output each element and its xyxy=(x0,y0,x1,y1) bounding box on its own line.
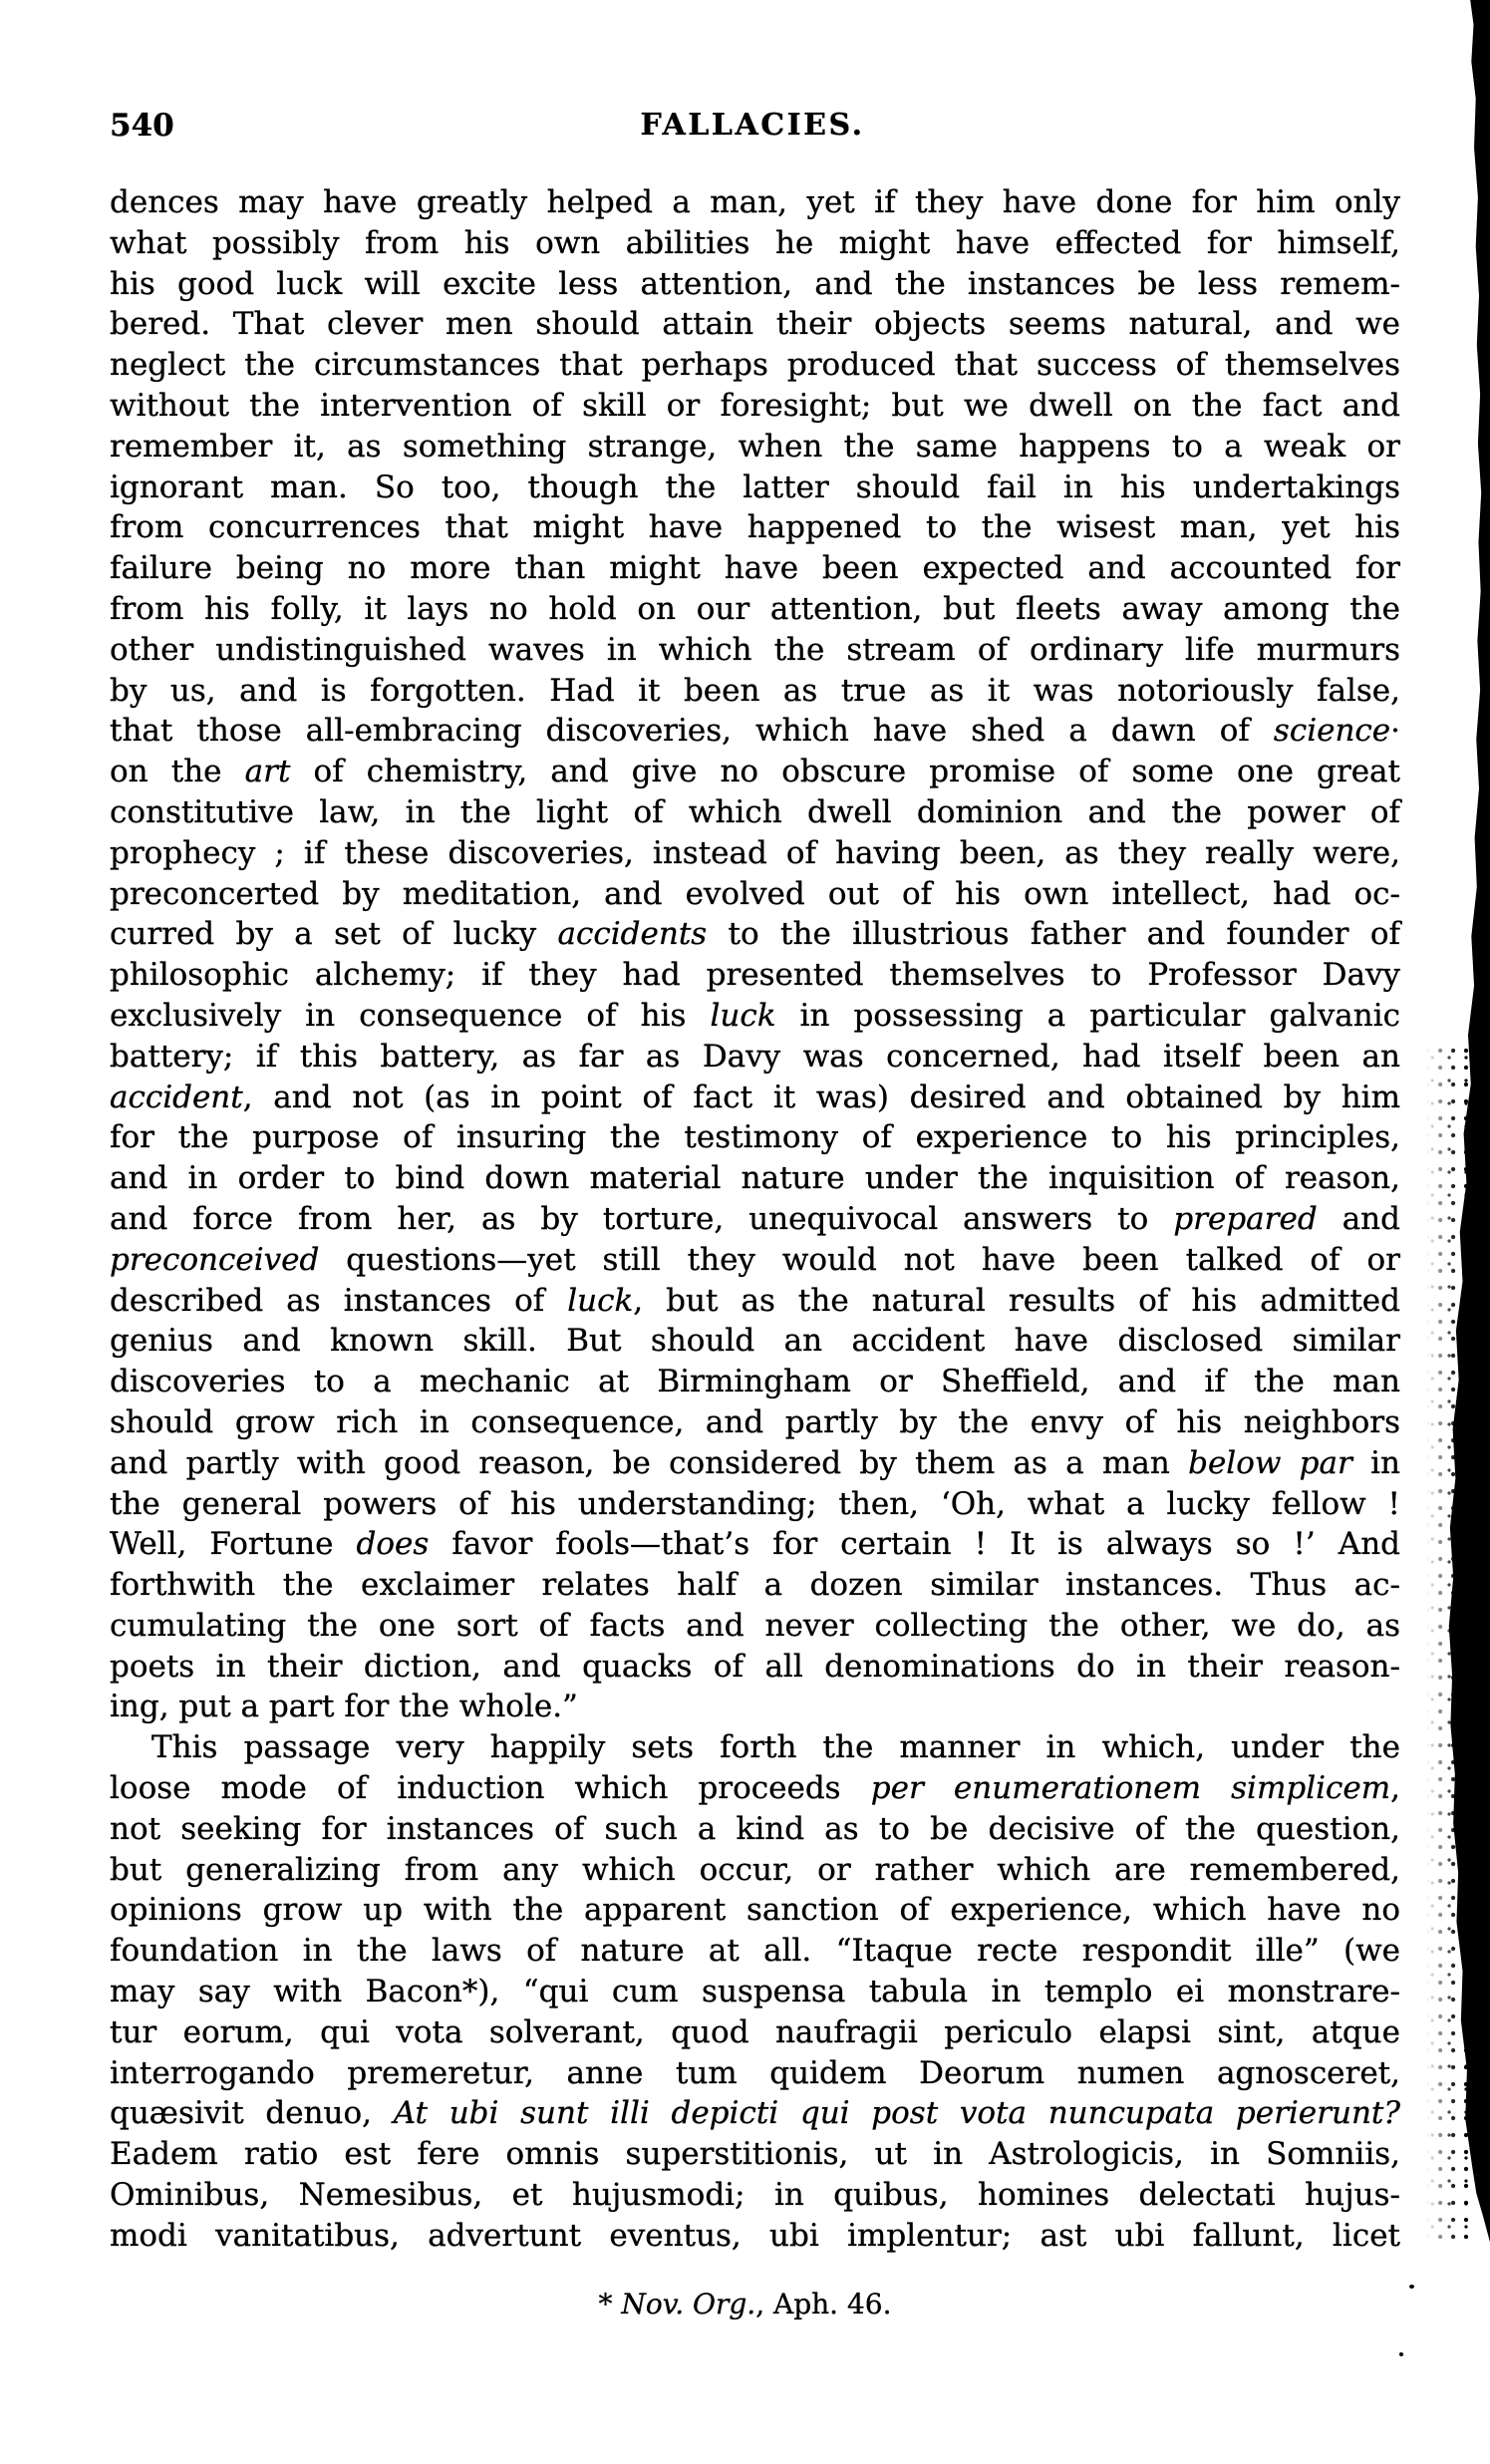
text-line xyxy=(110,1037,1400,1078)
text-run: * xyxy=(598,2288,622,2320)
text-run: in xyxy=(1351,1444,1400,1481)
italic-text: science xyxy=(1273,713,1391,750)
text-run: interrogando premeretur, anne tum quidem Deorum numen agnosceret, xyxy=(110,2054,1400,2091)
text-line xyxy=(110,182,1400,223)
page-header xyxy=(110,108,1395,154)
text-run: of chemistry, and give no obscure promise of some one great xyxy=(290,754,1400,790)
text-line xyxy=(110,427,1400,467)
text-line xyxy=(110,1647,1400,1688)
text-run: preconcerted by meditation, and evolved out of his own intellect, had oc- xyxy=(110,875,1400,912)
text-run: curred by a set of lucky xyxy=(110,916,558,953)
text-run: forthwith the exclaimer relates half a dozen similar instances. Thus ac- xyxy=(110,1567,1400,1604)
text-run: other undistinguished waves in which the stream of ordinary life murmurs xyxy=(110,631,1400,668)
text-run: remember it, as something strange, when the same happens to a weak or xyxy=(110,428,1400,464)
text-line xyxy=(110,833,1400,874)
text-line xyxy=(110,1850,1400,1891)
text-run: failure being no more than might have been expected and accounted for xyxy=(110,550,1400,587)
text-line xyxy=(110,1321,1400,1362)
text-run: in possessing a particular galvanic xyxy=(775,997,1400,1034)
text-run: · xyxy=(1390,713,1400,750)
scan-artifact-speckle xyxy=(1424,1047,1472,2243)
text-line xyxy=(110,914,1400,955)
scan-artifact-speck xyxy=(1399,2352,1403,2356)
text-run: battery; if this battery, as far as Davy was concerned, had itself been an xyxy=(110,1038,1400,1075)
text-run: that those all-embracing discoveries, which have shed a dawn of xyxy=(110,713,1274,750)
scan-artifact-speck xyxy=(1409,2285,1414,2289)
text-run: by us, and is forgotten. Had it been as true as it was notoriously false, xyxy=(110,672,1400,709)
running-title: FALLACIES. xyxy=(640,108,865,143)
text-line xyxy=(110,1931,1400,1972)
text-run: on the xyxy=(110,754,245,790)
italic-text: preconceived xyxy=(110,1241,320,1278)
text-line xyxy=(110,2053,1400,2094)
text-run: and xyxy=(1317,1200,1400,1237)
text-run: opinions grow up with the apparent sanction of experience, which have no xyxy=(110,1892,1400,1929)
text-run: quæsivit denuo, xyxy=(110,2095,394,2132)
text-line xyxy=(110,1565,1400,1606)
text-run: philosophic alchemy; if they had presented themselves to Professor Davy xyxy=(110,957,1400,994)
text-run: constitutive law, in the light of which dwell dominion and the power of xyxy=(110,793,1400,830)
italic-text: prepared xyxy=(1173,1200,1318,1237)
text-run: , xyxy=(1390,1770,1400,1807)
text-line xyxy=(110,1281,1400,1322)
text-run: Eadem ratio est fere omnis superstitionis, ut in Astrologicis, in Somniis, xyxy=(110,2136,1400,2173)
text-line xyxy=(110,1606,1400,1647)
text-line xyxy=(110,1484,1400,1525)
text-run: exclusively in consequence of his xyxy=(110,997,711,1034)
text-run: should grow rich in consequence, and partly by the envy of his neighbors xyxy=(110,1403,1400,1440)
italic-text: below par xyxy=(1188,1444,1352,1481)
italic-text: art xyxy=(244,754,291,790)
text-line xyxy=(110,467,1400,508)
text-line xyxy=(110,589,1400,630)
text-run: what possibly from his own abilities he might have effected for himself, xyxy=(110,224,1400,261)
text-line xyxy=(110,752,1400,792)
text-line xyxy=(110,304,1400,345)
text-run: and in order to bind down material nature under the inquisition of reason, xyxy=(110,1160,1400,1197)
text-run: not seeking for instances of such a kind as to be decisive of the question, xyxy=(110,1810,1400,1847)
text-run: the general powers of his understanding; then, ‘Oh, what a lucky fellow ! xyxy=(110,1485,1400,1522)
text-run: Well, Fortune xyxy=(110,1526,357,1563)
text-line xyxy=(110,548,1400,589)
text-run: ing, put a part for the whole.” xyxy=(110,1689,578,1725)
text-run: from concurrences that might have happened to the wisest man, yet his xyxy=(110,509,1400,546)
page-body xyxy=(110,182,1400,2257)
text-run: but generalizing from any which occur, or rather which are remembered, xyxy=(110,1851,1400,1888)
text-line xyxy=(110,671,1400,712)
text-line xyxy=(110,386,1400,427)
italic-text: accidents xyxy=(557,916,708,953)
text-line xyxy=(110,1443,1400,1484)
text-line xyxy=(110,223,1400,264)
text-line xyxy=(110,1078,1400,1118)
text-line xyxy=(110,1240,1400,1281)
text-line xyxy=(110,345,1400,386)
italic-text: Nov. Org. xyxy=(621,2288,756,2320)
text-line xyxy=(110,2012,1400,2053)
text-run: discoveries to a mechanic at Birmingham or Sheffield, and if the man xyxy=(110,1364,1400,1400)
text-line xyxy=(110,1768,1400,1809)
text-line xyxy=(110,1727,1400,1768)
text-run: to the illustrious father and founder of xyxy=(707,916,1400,953)
text-run: modi vanitatibus, advertunt eventus, ubi implentur; ast ubi fallunt, licet xyxy=(110,2217,1400,2254)
text-line xyxy=(110,955,1400,996)
text-run: his good luck will excite less attention, and the instances be less remem- xyxy=(110,265,1400,302)
text-line xyxy=(110,507,1400,548)
text-run: cumulating the one sort of facts and never collecting the other, we do, as xyxy=(110,1607,1400,1644)
italic-text: accident xyxy=(110,1078,243,1115)
text-run: , Aph. 46. xyxy=(755,2288,892,2320)
text-run: may say with Bacon*), “qui cum suspensa tabula in templo ei monstrare- xyxy=(110,1974,1400,2010)
text-run: , but as the natural results of his admitted xyxy=(633,1282,1400,1319)
text-run: bered. That clever men should attain their objects seems natural, and we xyxy=(110,306,1400,343)
text-run: described as instances of xyxy=(110,1282,568,1319)
italic-text: does xyxy=(356,1526,430,1563)
italic-text: luck xyxy=(567,1282,634,1319)
text-run: favor fools—that’s for certain ! It is always so !’ And xyxy=(429,1526,1401,1563)
footnote xyxy=(0,2288,1490,2320)
text-run: questions—yet still they would not have been talked of or xyxy=(319,1241,1400,1278)
text-line xyxy=(110,996,1400,1037)
text-run: dences may have greatly helped a man, yet if they have done for him only xyxy=(110,184,1400,220)
text-line xyxy=(110,792,1400,833)
italic-text: At ubi sunt illi depicti qui post vota nuncupata perierunt? xyxy=(393,2095,1400,2132)
text-run: tur eorum, qui vota solverant, quod naufragii periculo elapsi sint, atque xyxy=(110,2013,1400,2050)
text-line xyxy=(110,1402,1400,1443)
text-run: This passage very happily sets forth the manner in which, under the xyxy=(151,1729,1400,1766)
text-line xyxy=(110,1972,1400,2012)
text-line xyxy=(110,1158,1400,1199)
text-run: poets in their diction, and quacks of all denominations do in their reason- xyxy=(110,1648,1400,1685)
text-line xyxy=(110,2175,1400,2216)
text-run: neglect the circumstances that perhaps produced that success of themselves xyxy=(110,347,1400,384)
text-run: Ominibus, Nemesibus, et hujusmodi; in quibus, homines delectati hujus- xyxy=(110,2177,1400,2214)
text-line xyxy=(110,1687,1400,1727)
text-line xyxy=(110,630,1400,671)
text-run: foundation in the laws of nature at all. “Itaque recte respondit ille” (we xyxy=(110,1933,1400,1970)
text-line xyxy=(110,1524,1400,1565)
text-run: prophecy ; if these discoveries, instead of having been, as they really were, xyxy=(110,834,1400,871)
text-run: , and not (as in point of fact it was) desired and obtained by him xyxy=(242,1078,1400,1115)
text-run: genius and known skill. But should an accident have disclosed similar xyxy=(110,1323,1400,1360)
text-line xyxy=(110,1117,1400,1158)
text-line xyxy=(110,1362,1400,1402)
text-run: and force from her, as by torture, unequivocal answers to xyxy=(110,1200,1174,1237)
text-line xyxy=(110,1890,1400,1931)
text-line xyxy=(110,874,1400,915)
italic-text: luck xyxy=(710,997,776,1034)
text-run: loose mode of induction which proceeds xyxy=(110,1770,871,1807)
text-line xyxy=(110,2134,1400,2175)
text-line xyxy=(110,2093,1400,2134)
page-number: 540 xyxy=(110,108,174,144)
text-run: without the intervention of skill or foresight; but we dwell on the fact and xyxy=(110,387,1400,424)
text-line xyxy=(110,1199,1400,1240)
text-run: for the purpose of insuring the testimony of experience to his principles, xyxy=(110,1119,1400,1156)
text-run: from his folly, it lays no hold on our attention, but fleets away among the xyxy=(110,590,1400,627)
text-line xyxy=(110,1809,1400,1850)
text-line xyxy=(110,264,1400,305)
text-run: ignorant man. So too, though the latter should fail in his undertakings xyxy=(110,468,1400,505)
text-line xyxy=(110,2216,1400,2257)
text-run: and partly with good reason, be considered by them as a man xyxy=(110,1444,1189,1481)
text-line xyxy=(110,711,1400,752)
italic-text: per enumerationem simplicem xyxy=(870,1770,1391,1807)
